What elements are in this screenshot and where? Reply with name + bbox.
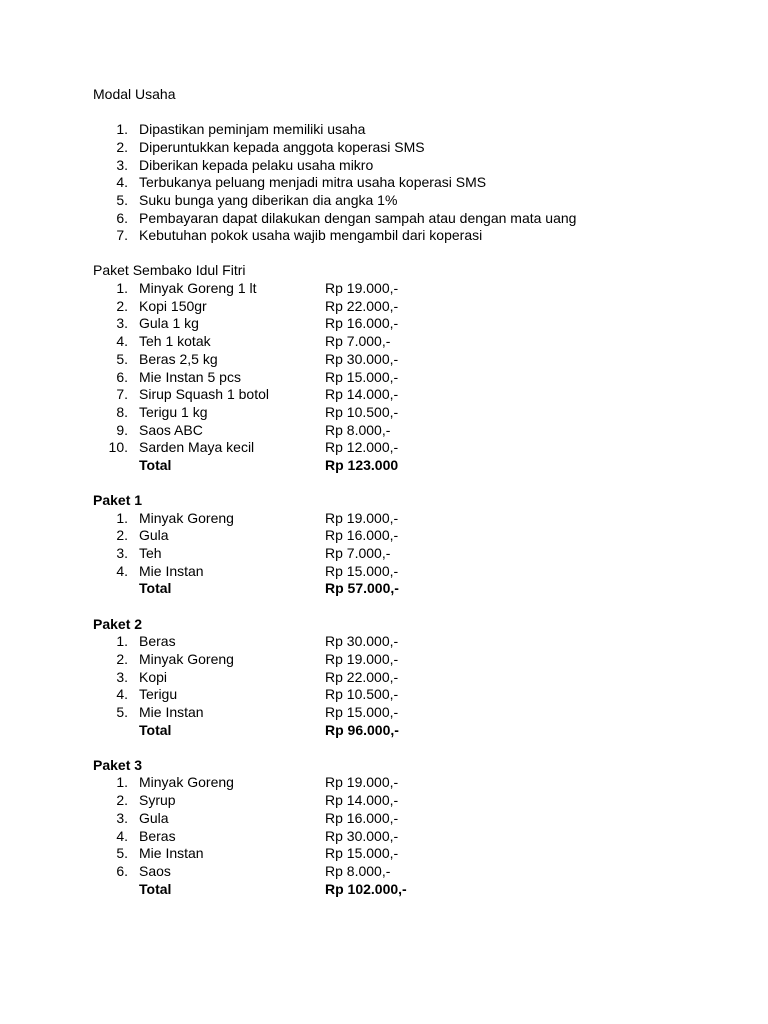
item-price: Rp 22.000,- <box>325 297 399 314</box>
list-item <box>93 651 713 669</box>
list-item <box>93 174 713 192</box>
list-item <box>93 351 713 369</box>
total-row <box>93 457 713 475</box>
total-value: Rp 96.000,- <box>325 721 399 738</box>
total-value: Rp 57.000,- <box>325 580 399 597</box>
item-text: Suku bunga yang diberikan dia angka 1% <box>139 191 398 208</box>
item-number: 4. <box>116 686 128 703</box>
paket-3-list <box>93 774 713 898</box>
paket-2-list <box>93 633 713 739</box>
total-label: Total <box>139 721 172 738</box>
item-number: 9. <box>116 421 128 438</box>
item-number: 1. <box>116 280 128 297</box>
item-price: Rp 14.000,- <box>325 792 399 809</box>
item-name: Mie Instan 5 pcs <box>139 368 241 385</box>
paket-2-title: Paket 2 <box>93 615 143 632</box>
item-price: Rp 16.000,- <box>325 527 399 544</box>
list-item <box>93 121 713 139</box>
item-name: Syrup <box>139 792 176 809</box>
item-price: Rp 14.000,- <box>325 386 399 403</box>
item-text: Pembayaran dapat dilakukan dengan sampah atau dengan mata uang <box>139 209 577 226</box>
item-number: 7. <box>116 386 128 403</box>
item-text: Diperuntukkan kepada anggota koperasi SMS <box>139 138 425 155</box>
item-name: Kopi 150gr <box>139 297 207 314</box>
list-item <box>93 828 713 846</box>
item-price: Rp 30.000,- <box>325 633 399 650</box>
item-number: 2. <box>116 527 128 544</box>
item-name: Minyak Goreng <box>139 650 234 667</box>
item-number: 3. <box>116 545 128 562</box>
item-price: Rp 15.000,- <box>325 368 399 385</box>
item-price: Rp 19.000,- <box>325 774 399 791</box>
total-label: Total <box>139 880 172 897</box>
item-number: 4. <box>116 827 128 844</box>
list-item <box>93 863 713 881</box>
item-name: Kopi <box>139 668 168 685</box>
item-number: 5. <box>116 350 128 367</box>
item-number: 8. <box>116 403 128 420</box>
list-item <box>93 333 713 351</box>
item-name: Gula <box>139 809 169 826</box>
item-number: 6. <box>116 209 128 226</box>
item-number: 5. <box>116 845 128 862</box>
item-name: Teh <box>139 545 162 562</box>
paket-sembako-title: Paket Sembako Idul Fitri <box>93 262 246 279</box>
item-number: 5. <box>116 703 128 720</box>
item-text: Kebutuhan pokok usaha wajib mengambil dari koperasi <box>139 227 483 244</box>
item-price: Rp 16.000,- <box>325 809 399 826</box>
total-value: Rp 123.000 <box>325 456 399 473</box>
paket-sembako-list <box>93 280 713 475</box>
item-price: Rp 15.000,- <box>325 703 399 720</box>
item-name: Mie Instan <box>139 562 204 579</box>
item-number: 1. <box>116 774 128 791</box>
list-item <box>93 527 713 545</box>
item-name: Gula 1 kg <box>139 315 199 332</box>
list-item <box>93 439 713 457</box>
list-item <box>93 369 713 387</box>
item-name: Sirup Squash 1 botol <box>139 386 269 403</box>
item-price: Rp 10.500,- <box>325 686 399 703</box>
item-price: Rp 8.000,- <box>325 421 391 438</box>
list-item <box>93 510 713 528</box>
total-row <box>93 722 713 740</box>
list-item <box>93 704 713 722</box>
item-name: Gula <box>139 527 169 544</box>
list-item <box>93 280 713 298</box>
modal-usaha-title: Modal Usaha <box>93 86 176 102</box>
item-number: 2. <box>116 138 128 155</box>
item-number: 2. <box>116 297 128 314</box>
item-price: Rp 16.000,- <box>325 315 399 332</box>
list-item <box>93 686 713 704</box>
list-item <box>93 157 713 175</box>
item-price: Rp 19.000,- <box>325 280 399 297</box>
item-name: Beras <box>139 827 176 844</box>
item-name: Minyak Goreng 1 lt <box>139 280 257 297</box>
paket-1-title: Paket 1 <box>93 492 143 509</box>
total-row <box>93 580 713 598</box>
item-number: 6. <box>116 368 128 385</box>
item-number: 6. <box>116 862 128 879</box>
list-item <box>93 669 713 687</box>
item-text: Dipastikan peminjam memiliki usaha <box>139 121 366 138</box>
list-item <box>93 298 713 316</box>
item-price: Rp 22.000,- <box>325 668 399 685</box>
item-name: Beras <box>139 633 176 650</box>
item-number: 1. <box>116 509 128 526</box>
item-number: 3. <box>116 668 128 685</box>
list-item <box>93 404 713 422</box>
modal-usaha-list <box>93 121 713 245</box>
list-item <box>93 774 713 792</box>
item-number: 4. <box>116 174 128 191</box>
item-name: Minyak Goreng <box>139 509 234 526</box>
total-row <box>93 881 713 899</box>
paket-1-list <box>93 510 713 598</box>
item-price: Rp 10.500,- <box>325 403 399 420</box>
list-item <box>93 422 713 440</box>
item-name: Sarden Maya kecil <box>139 439 255 456</box>
item-number: 10. <box>108 439 128 456</box>
list-item <box>93 227 713 245</box>
item-number: 5. <box>116 191 128 208</box>
item-price: Rp 8.000,- <box>325 862 391 879</box>
item-price: Rp 7.000,- <box>325 333 391 350</box>
document-page <box>93 86 713 898</box>
item-name: Beras 2,5 kg <box>139 350 218 367</box>
total-label: Total <box>139 580 172 597</box>
list-item <box>93 192 713 210</box>
list-item <box>93 386 713 404</box>
item-price: Rp 12.000,- <box>325 439 399 456</box>
total-value: Rp 102.000,- <box>325 880 407 897</box>
list-item <box>93 545 713 563</box>
item-price: Rp 19.000,- <box>325 650 399 667</box>
item-number: 7. <box>116 227 128 244</box>
item-text: Terbukanya peluang menjadi mitra usaha koperasi SMS <box>139 174 487 191</box>
list-item <box>93 210 713 228</box>
list-item <box>93 792 713 810</box>
item-number: 1. <box>116 633 128 650</box>
item-number: 4. <box>116 333 128 350</box>
item-number: 1. <box>116 121 128 138</box>
list-item <box>93 845 713 863</box>
item-number: 2. <box>116 792 128 809</box>
item-text: Diberikan kepada pelaku usaha mikro <box>139 156 374 173</box>
item-number: 3. <box>116 156 128 173</box>
item-number: 2. <box>116 650 128 667</box>
item-number: 3. <box>116 809 128 826</box>
item-price: Rp 15.000,- <box>325 845 399 862</box>
item-name: Mie Instan <box>139 703 204 720</box>
item-name: Terigu 1 kg <box>139 403 208 420</box>
list-item <box>93 139 713 157</box>
item-name: Saos ABC <box>139 421 203 438</box>
item-name: Teh 1 kotak <box>139 333 211 350</box>
item-name: Saos <box>139 862 171 879</box>
item-name: Minyak Goreng <box>139 774 234 791</box>
paket-3-title: Paket 3 <box>93 756 143 773</box>
list-item <box>93 563 713 581</box>
list-item <box>93 315 713 333</box>
item-name: Terigu <box>139 686 178 703</box>
item-number: 3. <box>116 315 128 332</box>
list-item <box>93 633 713 651</box>
item-number: 4. <box>116 562 128 579</box>
item-price: Rp 30.000,- <box>325 350 399 367</box>
list-item <box>93 810 713 828</box>
item-price: Rp 15.000,- <box>325 562 399 579</box>
item-price: Rp 19.000,- <box>325 509 399 526</box>
item-price: Rp 30.000,- <box>325 827 399 844</box>
total-label: Total <box>139 456 172 473</box>
item-name: Mie Instan <box>139 845 204 862</box>
item-price: Rp 7.000,- <box>325 545 391 562</box>
